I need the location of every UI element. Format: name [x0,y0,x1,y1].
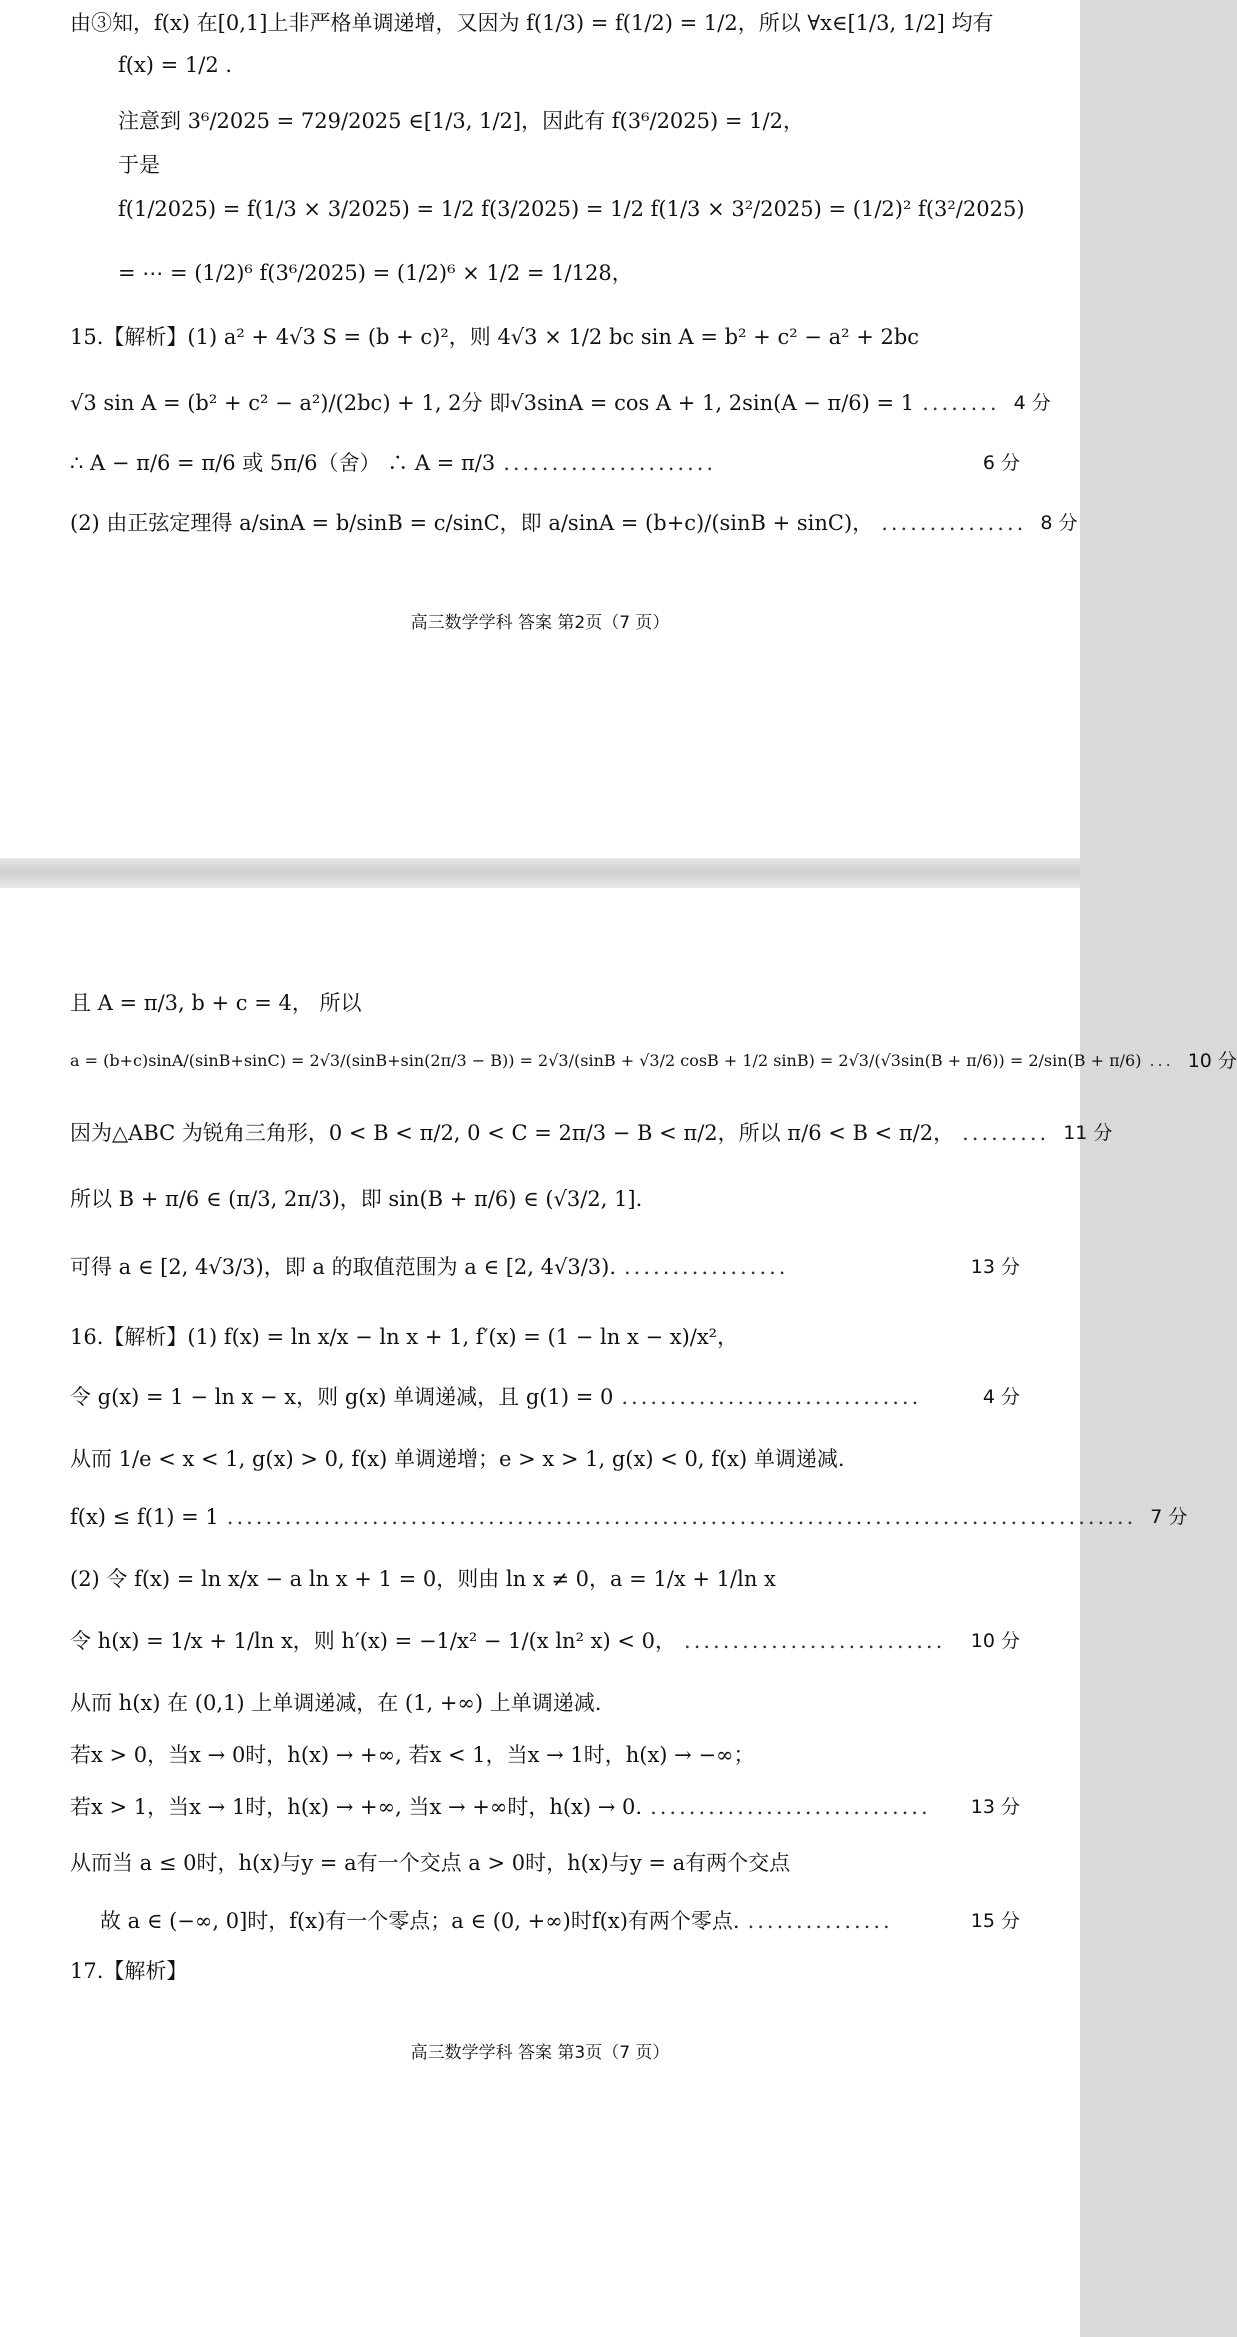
solution-line: a = (b+c)sinA/(sinB+sinC) = 2√3/(sinB+sin(2π/3 − B)) = 2√3/(sinB + √3/2 cosB + 1/2 sinB) = 2√3/(√3sin(B + π/6)) = 2/sin(B + π/6) ... 10 分 [70,1046,1020,1076]
solution-line: 令 h(x) = 1/x + 1/ln x，则 h′(x) = −1/x² − 1/(x ln² x) < 0， ........................... 10 分 [70,1626,1020,1656]
solution-line: 16.【解析】(1) f(x) = ln x/x − ln x + 1, f′(x) = (1 − ln x − x)/x²， [70,1325,739,1349]
solution-line: 从而 1/e < x < 1, g(x) > 0, f(x) 单调递增；e > x > 1, g(x) < 0, f(x) 单调递减. [70,1447,845,1471]
solution-line: 注意到 3⁶/2025 = 729/2025 ∈[1/3, 1/2]，因此有 f(3⁶/2025) = 1/2， [118,109,804,133]
score-mark: 10 分 [970,1630,1020,1652]
solution-line: 令 g(x) = 1 − ln x − x，则 g(x) 单调递减，且 g(1) = 0 ............................... 4 分 [70,1382,1020,1412]
score-mark: 6 分 [982,452,1020,474]
solution-line: f(x) = 1/2 . [118,53,233,77]
solution-line: (2) 由正弦定理得 a/sinA = b/sinB = c/sinC，即 a/sinA = (b+c)/(sinB + sinC)， ............... 8 分 [70,508,1020,538]
score-mark: 10 分 [1187,1050,1237,1072]
solution-line: 可得 a ∈ [2, 4√3/3)，即 a 的取值范围为 a ∈ [2, 4√3/3). ................. 13 分 [70,1252,1020,1282]
solution-line: 从而当 a ≤ 0时，h(x)与y = a有一个交点 a > 0时，h(x)与y = a有两个交点 [70,1851,791,1875]
score-mark: 15 分 [970,1910,1020,1932]
solution-line: 于是 [118,153,160,177]
solution-line: 由③知，f(x) 在[0,1]上非严格单调递增，又因为 f(1/3) = f(1/2) = 1/2，所以 ∀x∈[1/3, 1/2] 均有 [70,11,994,35]
answer-page-3 [0,888,1237,2337]
solution-line: 所以 B + π/6 ∈ (π/3, 2π/3)，即 sin(B + π/6) ∈ (√3/2, 1]. [70,1187,643,1211]
solution-line: 且 A = π/3, b + c = 4， 所以 [70,991,362,1015]
score-mark: 4 分 [1013,392,1051,414]
solution-line: (2) 令 f(x) = ln x/x − a ln x + 1 = 0，则由 ln x ≠ 0，a = 1/x + 1/ln x [70,1567,776,1591]
solution-line: f(1/2025) = f(1/3 × 3/2025) = 1/2 f(3/2025) = 1/2 f(1/3 × 3²/2025) = (1/2)² f(3²/2025) [118,197,1025,221]
solution-line: 17.【解析】 [70,1959,188,1983]
solution-line: √3 sin A = (b² + c² − a²)/(2bc) + 1, 2分 即√3sinA = cos A + 1, 2sin(A − π/6) = 1 ........ 4 分 [70,388,1020,418]
score-mark: 13 分 [970,1796,1020,1818]
solution-line: f(x) ≤ f(1) = 1 .............................................................................................. 7 分 [70,1502,1020,1532]
score-mark: 4 分 [982,1386,1020,1408]
score-mark: 13 分 [970,1256,1020,1278]
solution-line: 若x > 0，当x → 0时，h(x) → +∞, 若x < 1，当x → 1时，h(x) → −∞； [70,1743,755,1767]
solution-line: 从而 h(x) 在 (0,1) 上单调递减，在 (1, +∞) 上单调递减. [70,1691,602,1715]
solution-line: 若x > 1，当x → 1时，h(x) → +∞, 当x → +∞时，h(x) → 0. ............................. 13 分 [70,1792,1020,1822]
score-mark: 11 分 [1063,1122,1113,1144]
solution-line: ∴ A − π/6 = π/6 或 5π/6（舍） ∴ A = π/3 ...................... 6 分 [70,448,1020,478]
solution-line: 因为△ABC 为锐角三角形，0 < B < π/2, 0 < C = 2π/3 − B < π/2，所以 π/6 < B < π/2， ......... 11 分 [70,1118,1020,1148]
score-mark: 7 分 [1150,1506,1188,1528]
page-separator [0,858,1080,888]
solution-line: = ⋯ = (1/2)⁶ f(3⁶/2025) = (1/2)⁶ × 1/2 = 1/128， [118,261,633,285]
solution-line: 15.【解析】(1) a² + 4√3 S = (b + c)²，则 4√3 × 1/2 bc sin A = b² + c² − a² + 2bc [70,325,920,349]
solution-line: 故 a ∈ (−∞, 0]时，f(x)有一个零点；a ∈ (0, +∞)时f(x)有两个零点. ............... 15 分 [100,1906,1020,1936]
page-footer: 高三数学学科 答案 第2页（7 页） [410,613,670,633]
score-mark: 8 分 [1040,512,1078,534]
page-footer: 高三数学学科 答案 第3页（7 页） [410,2043,670,2063]
answer-page-2 [0,0,1080,858]
